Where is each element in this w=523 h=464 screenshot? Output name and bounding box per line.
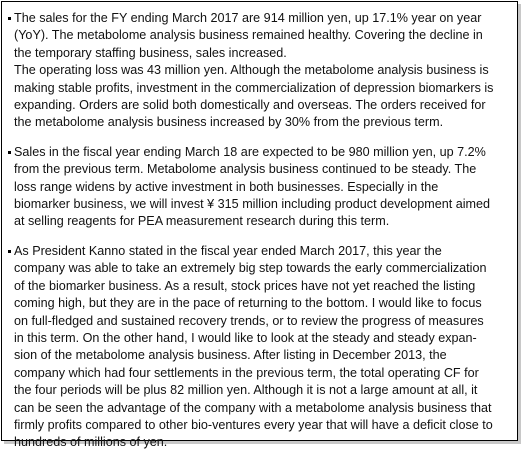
text-line: biomarker business, we will invest ¥ 315 million including product development aimed — [14, 197, 491, 212]
paragraph-president-outlook — [8, 243, 513, 452]
text-line: The sales for the FY ending March 2017 are 914 million yen, up 17.1% year on year — [14, 11, 482, 25]
text-line: the four periods will be plus 82 million yen. Although it is not a large amount at all, it — [14, 383, 478, 398]
bullet-icon — [8, 250, 11, 253]
text-line: can be seen the advantage of the company with a metabolome analysis business that — [14, 400, 492, 415]
text-line: As President Kanno stated in the fiscal year ended March 2017, this year the — [14, 243, 442, 258]
text-line: from the previous term. Metabolome analysis business continued to be steady. The — [14, 162, 477, 177]
text-line: the temporary staffing business, sales increased. — [14, 45, 287, 60]
text-line: on full-fledged and sustained recovery trends, or to review the progress of measures — [14, 313, 484, 328]
bullet-icon — [8, 151, 11, 154]
text-panel-content — [8, 10, 513, 464]
paragraph-sales-fy2017 — [8, 10, 513, 132]
text-line: The operating loss was 43 million yen. Although the metabolome analysis business is — [14, 63, 489, 78]
text-line: making stable profits, investment in the commercialization of depression biomarkers is — [14, 80, 494, 95]
text-line: coming high, but they are in the pace of returning to the bottom. I would like to focus — [14, 296, 482, 311]
text-line: at selling reagents for PEA measurement research during this term. — [14, 214, 390, 229]
text-line: expanding. Orders are solid both domestically and overseas. The orders received for — [14, 98, 486, 113]
text-line: in this term. On the other hand, I would like to look at the steady and steady expan- — [14, 330, 477, 345]
text-line: firmly profits compared to other bio-ventures every year that will have a deficit close to — [14, 417, 493, 432]
text-line: sion of the metabolome analysis business. After listing in December 2013, the — [14, 348, 447, 363]
paragraph-sales-forecast-fy2018 — [8, 144, 513, 231]
text-line: hundreds of millions of yen. — [14, 435, 168, 450]
text-line: (YoY). The metabolome analysis business remained healthy. Covering the decline in — [14, 28, 483, 43]
text-line: Sales in the fiscal year ending March 18 are expected to be 980 million yen, up 7.2% — [14, 144, 486, 159]
text-line: of the biomarker business. As a result, stock prices have not yet reached the listing — [14, 278, 476, 293]
text-line: company which had four settlements in the previous term, the total operating CF for — [14, 365, 479, 380]
text-line: loss range widens by active investment in both businesses. Especially in the — [14, 179, 439, 194]
bullet-icon — [8, 17, 11, 20]
text-line: the metabolome analysis business increased by 30% from the previous term. — [14, 115, 444, 130]
text-line: company was able to take an extremely big step towards the early commercialization — [14, 261, 487, 276]
text-panel — [1, 1, 518, 450]
